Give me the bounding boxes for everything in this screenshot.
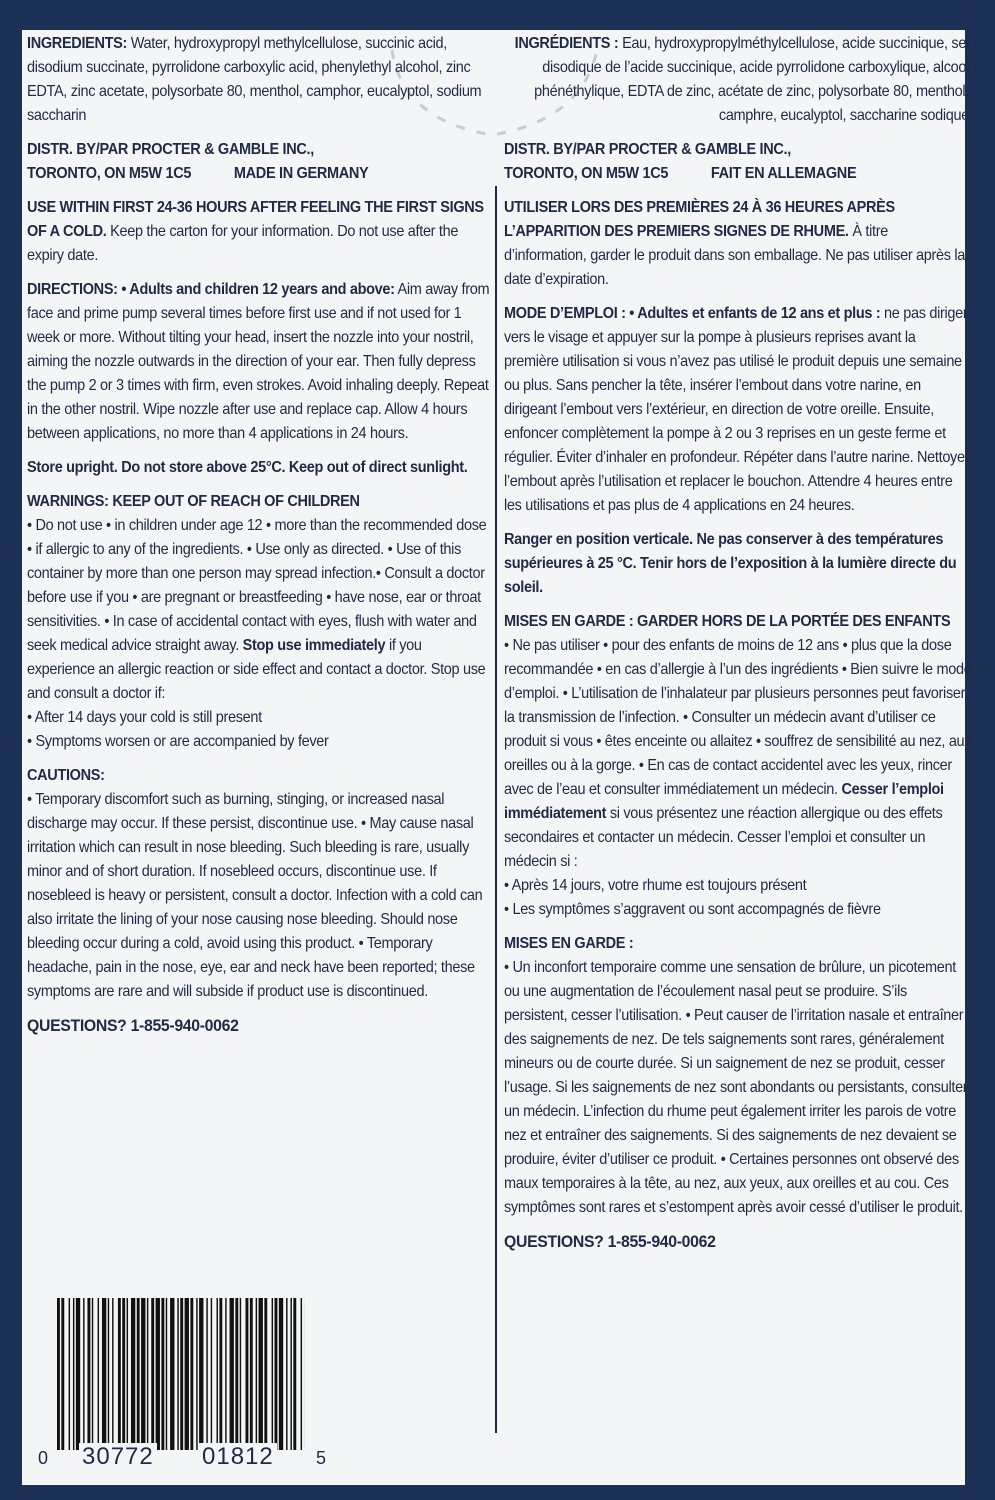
barcode-bar	[235, 1298, 238, 1450]
warnings-text-continued-fr: si vous présentez une réaction allergique ou des effets secondaires et contacter un médecin. Cesser l’emploi et consulter un médecin si :	[504, 805, 943, 870]
cautions-heading-fr: MISES EN GARDE :	[504, 935, 634, 952]
column-divider	[495, 186, 497, 1433]
country-of-origin-fr: FAIT EN ALLEMAGNE	[710, 165, 857, 182]
barcode-bar	[177, 1298, 178, 1450]
barcode-bar	[250, 1298, 253, 1450]
barcode-bar	[225, 1298, 226, 1450]
barcode-bar	[118, 1298, 121, 1450]
barcode-bar	[279, 1298, 283, 1450]
warnings-list-item-fr: • Les symptômes s’aggravent ou sont accompagnés de fièvre	[504, 901, 881, 918]
distributor-line: DISTR. BY/PAR PROCTER & GAMBLE INC.,	[27, 141, 314, 158]
french-column	[504, 32, 973, 1265]
barcode	[38, 1298, 328, 1473]
barcode-lead-digit: 0	[38, 1448, 50, 1468]
barcode-bar	[219, 1298, 222, 1450]
barcode-bar	[272, 1298, 273, 1450]
directions-text-fr: ne pas diriger vers le visage et appuyer sur la pompe à plusieurs reprises avant la première utilisation si vous n’avez pas utilisé le produit depuis une semaine ou plus. Sans pencher la tête, insérer l’embout dans votre narine, en dirigeant l’embout vers l’extérieur, en direction de votre oreille. Ensuite, enfoncer complètement la pompe à 2 ou 3 reprises en un geste ferme et régulier. Éviter d’inhaler en profondeur. Répéter dans l’autre narine. Nettoyer l’embout après l’utilisation et replacer le bouchon. Attendre 4 heures entre les utilisations et pas plus de 4 applications en 24 heures.	[504, 305, 970, 514]
barcode-bar	[190, 1298, 193, 1450]
barcode-bar	[141, 1298, 145, 1450]
cautions-text: • Temporary discomfort such as burning, stinging, or increased nasal discharge may occur. If these persist, discontinue use. • May cause nasal irritation which can result in nose bleeding. Such bleeding is rare, usually minor and of short duration. If nosebleed occurs, discontinue use. If nosebleed is heavy or persistent, consult a doctor. Infection with a cold can also irritate the lining of your nose causing nose bleeding. Should nose bleeding occur during a cold, avoid using this product. • Temporary headache, pain in the nose, eye, ear and neck have been reported; these symptoms are rare and will subside if product use is discontinued.	[27, 791, 483, 1000]
barcode-bar	[92, 1298, 93, 1450]
warnings-heading-fr: MISES EN GARDE : GARDER HORS DE LA PORTÉE DES ENFANTS	[504, 613, 951, 630]
barcode-bar	[131, 1298, 135, 1450]
barcode-bar	[87, 1298, 90, 1450]
barcode-bar	[73, 1298, 74, 1450]
cautions-text-fr: • Un inconfort temporaire comme une sensation de brûlure, un picotement ou une augmentation de l’écoulement nasal peut se produire. S’ils persistent, cesser l’utilisation. • Peut causer de l’irritation nasale et entraîner des saignements de nez. De tels saignements sont rares, généralement mineurs ou de courte durée. Si un saignement de nez se produit, cesser l’usage. Si les saignements de nez sont abondants ou persistants, consulter un médecin. L’infection du rhume peut également irriter les parois de votre nez et entraîner des saignements. Si des saignements de nez devaient se produire, éviter d’utiliser ce produit. • Certaines personnes ont observé des maux temporaires à la tête, au nez, aux yeux, aux oreilles et au cou. Ces symptômes sont rares et s’estompent après avoir cessé d’utiliser le produit.	[504, 959, 968, 1216]
ingredients-heading: INGREDIENTS:	[27, 35, 128, 52]
cautions-heading: CAUTIONS:	[27, 767, 105, 784]
barcode-bar	[217, 1298, 218, 1450]
warnings-list-item-fr: • Après 14 jours, votre rhume est toujours présent	[504, 877, 807, 894]
barcode-bar	[264, 1298, 267, 1450]
barcode-bar	[166, 1298, 167, 1450]
storage-text-fr: Ranger en position verticale. Ne pas conserver à des températures supérieures à 25 °C. Tenir hors de l’exposition à la lumière directe du soleil.	[504, 531, 957, 596]
use-heading: USE WITHIN FIRST 24-36 HOURS AFTER FEELING THE FIRST SIGNS OF A COLD.	[27, 199, 484, 240]
warnings-stop-use: Stop use immediately	[242, 637, 386, 654]
barcode-check-digit: 5	[316, 1448, 328, 1468]
warnings-list-item: • After 14 days your cold is still present	[27, 709, 262, 726]
questions-phone: QUESTIONS? 1-855-940-0062	[27, 1016, 239, 1035]
storage-section-fr	[504, 528, 973, 600]
barcode-bars	[57, 1298, 305, 1450]
use-text: Keep the carton for your information. Do not use after the expiry date.	[27, 223, 459, 264]
distributor-section-fr	[504, 138, 973, 186]
barcode-right-group: 01812	[199, 1443, 277, 1471]
directions-heading: DIRECTIONS: • Adults and children 12 years and above:	[27, 281, 395, 298]
warnings-text: • Do not use • in children under age 12 • more than the recommended dose • if allergic to any of the ingredients. • Use only as directed. • Use of this container by more than one person may spread infection.• Consult a doctor before use if you • are pregnant or breastfeeding • have nose, ear or throat sensitivities. • In case of accidental contact with eyes, flush with water and seek medical advice straight away.	[27, 517, 487, 654]
barcode-bar	[206, 1298, 207, 1450]
barcode-bar	[151, 1298, 154, 1450]
warnings-section	[27, 490, 492, 754]
barcode-bar	[137, 1298, 140, 1450]
country-of-origin: MADE IN GERMANY	[233, 165, 369, 182]
barcode-bar	[240, 1298, 241, 1450]
warnings-section-fr	[504, 610, 973, 922]
barcode-bar	[180, 1298, 183, 1450]
use-text-fr: À titre d’information, garder le produit dans son emballage. Ne pas utiliser après la date d’expiration.	[504, 223, 966, 288]
barcode-bar	[211, 1298, 212, 1450]
use-heading-fr: UTILISER LORS DES PREMIÈRES 24 À 36 HEURES APRÈS L’APPARITION DES PREMIERS SIGNES DE RHUME.	[504, 199, 895, 240]
ingredients-heading-fr: INGRÉDIENTS :	[514, 35, 619, 52]
barcode-bar	[122, 1298, 125, 1450]
questions-section	[27, 1014, 492, 1039]
barcode-bar	[76, 1298, 80, 1450]
warnings-text-fr: • Ne pas utiliser • pour des enfants de moins de 12 ans • plus que la dose recommandée • en cas d’allergie à l’un des ingrédients • Bien suivre le mode d’emploi. • L’utilisation de l’inhalateur par plusieurs personnes peut favoriser la transmission de l’infection. • Consulter un médecin avant d’utiliser ce produit si vous • êtes enceinte ou allaitez • souffrez de sensibilité au nez, aux oreilles ou à la gorge. • En cas de contact accidentel avec les yeux, rincer avec de l’eau et consulter immédiatement un médecin.	[504, 637, 972, 798]
warnings-heading: WARNINGS: KEEP OUT OF REACH OF CHILDREN	[27, 493, 360, 510]
directions-section-fr	[504, 302, 973, 518]
distributor-line-fr: DISTR. BY/PAR PROCTER & GAMBLE INC.,	[504, 141, 791, 158]
ingredients-text-fr: Eau, hydroxypropylméthylcellulose, acide succinique, sel disodique de l’acide succinique, acide pyrrolidone carboxylique, alcool phénéthylique, EDTA de zinc, acétate de zinc, polysorbate 80, menthol, camphre, eucalyptol, saccharine sodique	[534, 35, 969, 124]
ingredients-section-fr	[504, 32, 973, 128]
barcode-bar	[57, 1298, 60, 1450]
use-section	[27, 196, 492, 268]
distributor-section	[27, 138, 492, 186]
warnings-stop-use-fr: Cesser l’emploi immédiatement	[504, 781, 944, 822]
warnings-list-item: • Symptoms worsen or are accompanied by fever	[27, 733, 329, 750]
use-section-fr	[504, 196, 973, 292]
storage-text: Store upright. Do not store above 25°C. Keep out of direct sunlight.	[27, 459, 468, 476]
directions-heading-fr: MODE D’EMPLOI : • Adultes et enfants de 12 ans et plus :	[504, 305, 881, 322]
barcode-bar	[156, 1298, 160, 1450]
barcode-bar	[256, 1298, 257, 1450]
barcode-bar	[259, 1298, 263, 1450]
english-column	[27, 32, 492, 1049]
questions-section-fr	[504, 1230, 973, 1255]
barcode-bar	[83, 1298, 84, 1450]
barcode-bar	[69, 1298, 70, 1450]
barcode-bar	[293, 1298, 296, 1450]
barcode-bar	[230, 1298, 234, 1450]
barcode-bar	[185, 1298, 189, 1450]
barcode-bar	[286, 1298, 287, 1450]
storage-section	[27, 456, 492, 480]
barcode-bar	[147, 1298, 148, 1450]
barcode-bar	[61, 1298, 64, 1450]
questions-phone-fr: QUESTIONS? 1-855-940-0062	[504, 1232, 716, 1251]
distributor-address: TORONTO, ON M5W 1C5	[27, 165, 192, 182]
barcode-bar	[290, 1298, 291, 1450]
barcode-bar	[196, 1298, 197, 1450]
cautions-section-fr	[504, 932, 973, 1220]
barcode-bar	[275, 1298, 278, 1450]
distributor-address-fr: TORONTO, ON M5W 1C5	[504, 165, 669, 182]
label-panel	[22, 30, 972, 1485]
cautions-section	[27, 764, 492, 1004]
barcode-bar	[301, 1298, 302, 1450]
directions-section	[27, 278, 492, 446]
barcode-bar	[246, 1298, 249, 1450]
warnings-text-continued: if you experience an allergic reaction or side effect and contact a doctor. Stop use and consult a doctor if:	[27, 637, 486, 702]
ingredients-section	[27, 32, 492, 128]
ingredients-text: Water, hydroxypropyl methylcellulose, succinic acid, disodium succinate, pyrrolidone carboxylic acid, phenylethyl alcohol, zinc EDTA, zinc acetate, polysorbate 80, menthol, camphor, eucalyptol, sodium saccharin	[27, 35, 482, 124]
barcode-left-group: 30772	[79, 1443, 157, 1471]
barcode-bar	[98, 1298, 99, 1450]
barcode-bar	[161, 1298, 164, 1450]
barcode-bar	[108, 1298, 109, 1450]
barcode-bar	[170, 1298, 174, 1450]
barcode-bar	[112, 1298, 113, 1450]
barcode-bar	[199, 1298, 203, 1450]
directions-text: Aim away from face and prime pump several times before first use and if not used for 1 week or more. Without tilting your head, insert the nozzle into your nostril, aiming the nozzle outwards in the direction of your ear. Then fully depress the pump 2 or 3 times with firm, even strokes. Avoid inhaling deeply. Repeat in the other nostril. Wipe nozzle after use and replace cap. Allow 4 hours between applications, no more than 4 applications in 24 hours.	[27, 281, 490, 442]
barcode-bar	[127, 1298, 128, 1450]
barcode-bar	[102, 1298, 106, 1450]
